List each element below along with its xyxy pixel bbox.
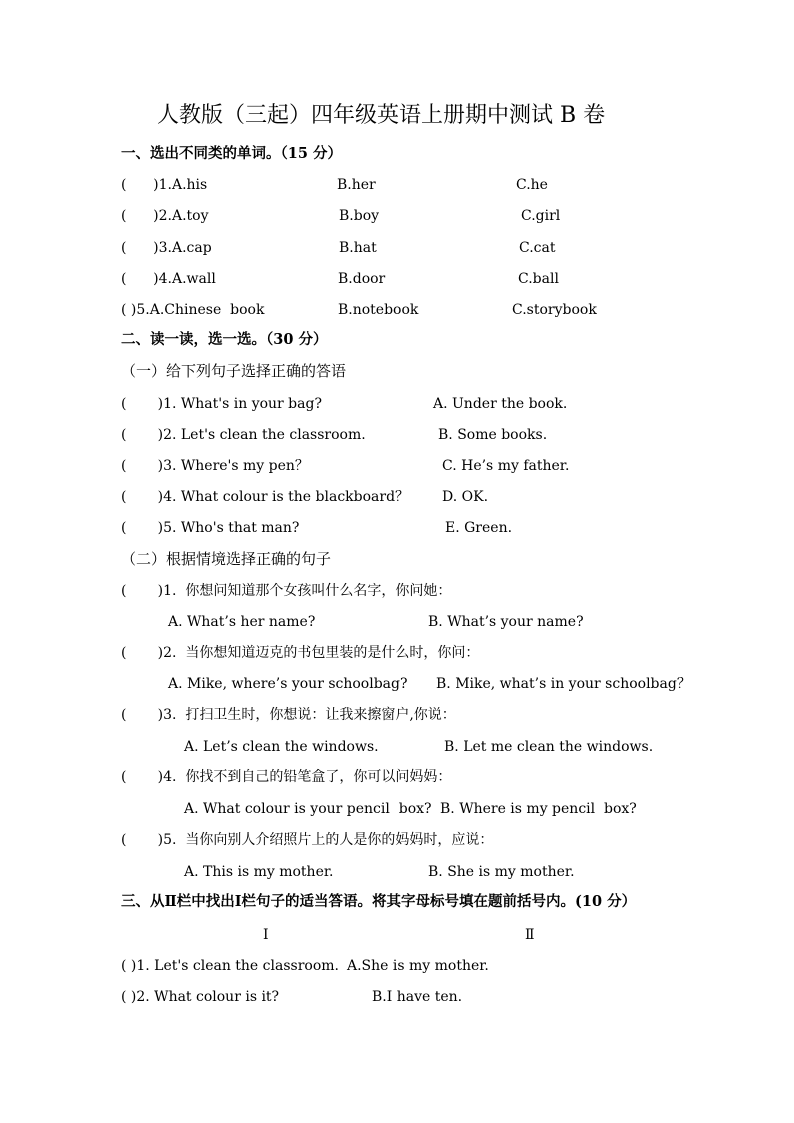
s2b-q2-b: B. Mike, what’s in your schoolbag？ (436, 676, 691, 692)
s2b-q1-b: B. What’s your name? (428, 614, 584, 630)
s1-q4-b: B.door (338, 271, 386, 287)
s2a-q4: ( )4. What colour is the blackboard？ (121, 489, 410, 505)
s2a-q1: ( )1. What's in your bag? (121, 396, 322, 412)
s1-q2: ( )2.A.toy (121, 208, 209, 224)
s1-q2-c: C.girl (521, 208, 561, 224)
s2b-q3: ( )3. 打扫卫生时，你想说：让我来擦窗户,你说： (121, 707, 456, 723)
s3-q1: ( )1. Let's clean the classroom. (121, 958, 339, 974)
s2b-q1-a: A. What’s her name? (168, 614, 316, 630)
s3-column-2-label: Ⅱ (525, 927, 535, 943)
s2a-a5: E. Green. (445, 520, 513, 536)
s2b-q4: ( )4. 你找不到自己的铅笔盒了，你可以问妈妈： (121, 769, 452, 785)
s2a-a4: D. OK. (442, 489, 489, 505)
s2a-a2: B. Some books. (438, 427, 548, 443)
s2b-q2-a: A. Mike, where’s your schoolbag? (168, 676, 408, 692)
section-2-part-1-heading: （一）给下列句子选择正确的答语 (121, 362, 347, 380)
s1-q3: ( )3.A.cap (121, 240, 212, 256)
s1-q3-c: C.cat (519, 240, 556, 256)
s2a-q5: ( )5. Who's that man? (121, 520, 300, 536)
page-title: 人教版（三起）四年级英语上册期中测试 B 卷 (157, 103, 606, 128)
section-2-part-2-heading: （二）根据情境选择正确的句子 (121, 550, 332, 568)
s1-q4: ( )4.A.wall (121, 271, 216, 287)
s2b-q2: ( )2. 当你想知道迈克的书包里装的是什么时，你问： (121, 645, 480, 661)
s2b-q5: ( )5. 当你向别人介绍照片上的人是你的妈妈时，应说： (121, 832, 494, 848)
section-3-heading: 三、从Ⅱ栏中找出Ⅰ栏句子的适当答语。将其字母标号填在题前括号内。(10 分） (121, 893, 637, 910)
s2b-q4-b: B. Where is my pencil box? (440, 801, 637, 817)
s1-q1-c: C.he (516, 177, 548, 193)
s1-q5: ( )5.A.Chinese book (121, 302, 265, 318)
s1-q4-c: C.ball (518, 271, 559, 287)
s3-a1: A.She is my mother. (347, 958, 489, 974)
s1-q2-b: B.boy (339, 208, 380, 224)
s3-q2: ( )2. What colour is it? (121, 989, 280, 1005)
s2a-a1: A. Under the book. (433, 396, 568, 412)
s1-q5-b: B.notebook (338, 302, 419, 318)
s3-column-1-label: Ⅰ (263, 927, 269, 943)
s2a-q3: ( )3. Where's my pen？ (121, 458, 309, 474)
s2a-q2: ( )2. Let's clean the classroom. (121, 427, 366, 443)
section-2-heading: 二、读一读，选一选。（30 分） (121, 331, 328, 348)
s2b-q4-a: A. What colour is your pencil box? (184, 801, 432, 817)
s2b-q3-b: B. Let me clean the windows. (444, 739, 654, 755)
s2b-q5-a: A. This is my mother. (184, 864, 334, 880)
s2b-q5-b: B. She is my mother. (428, 864, 575, 880)
s2a-a3: C. He’s my father. (442, 458, 570, 474)
s1-q1-b: B.her (337, 177, 376, 193)
s3-a2: B.I have ten. (372, 989, 463, 1005)
section-1-heading: 一、选出不同类的单词。（15 分） (121, 145, 342, 162)
s2b-q3-a: A. Let’s clean the windows. (184, 739, 379, 755)
s1-q3-b: B.hat (339, 240, 377, 256)
s2b-q1: ( )1. 你想问知道那个女孩叫什么名字，你问她： (121, 583, 452, 599)
s1-q5-c: C.storybook (512, 302, 597, 318)
s1-q1: ( )1.A.his (121, 177, 208, 193)
